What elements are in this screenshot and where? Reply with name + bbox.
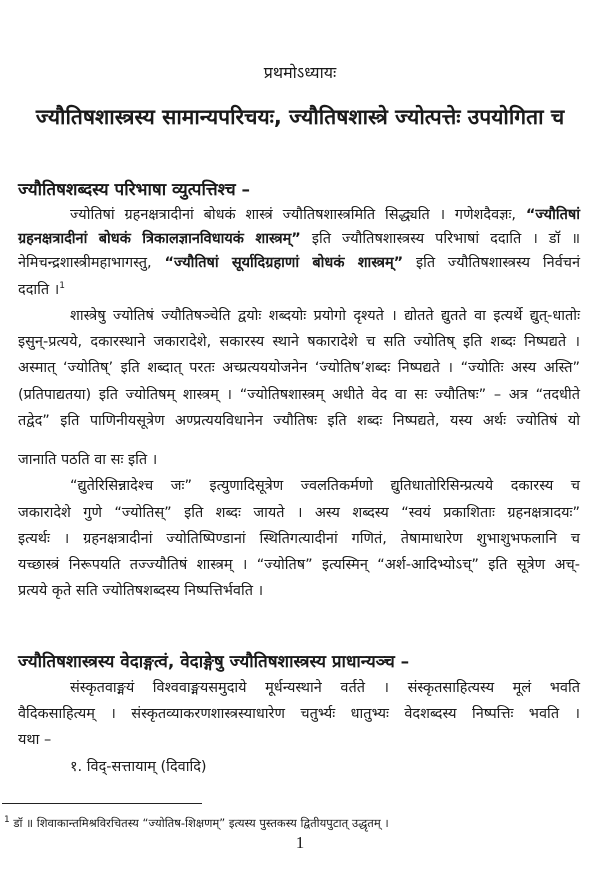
paragraph-line: [18, 277, 580, 303]
bold-quote: “ज्यौतिषां सूर्यादिग्रहाणां बोधकं शास्त्रम्”: [164, 255, 404, 271]
paragraph-line: [70, 202, 580, 228]
paragraph-line: जकारादेशे गुणे “ज्योतिस्” इति शब्दः जायते । अस्य शब्दस्य “स्वयं प्रकाशिताः ग्रहनक्षत्रादयः”: [18, 505, 580, 521]
text: इति ज्यौतिषशास्त्रस्य निर्वचनं: [415, 255, 581, 271]
paragraph-line: इत्यर्थः । ग्रहनक्षत्रादीनां ज्योतिष्पिण्डानां स्थितिगत्यादीनां गणितं, तेषामाधारेण शुभाशुभफलानि च: [18, 531, 580, 547]
footnote-reference[interactable]: 1: [59, 281, 66, 292]
paragraph-line: [18, 226, 580, 252]
page-title: ज्यौतिषशास्त्रस्य सामान्यपरिचयः, ज्यौतिषशास्त्रे ज्योत्पत्तेः उपयोगिता च: [35, 105, 565, 129]
paragraph-line: तद्वेद” इति पाणिनीयसूत्रेण अण्प्रत्ययविधानेन ज्यौतिषः इति शब्दः निष्पद्यते, यस्य अर्थः ज्योतिषं यो: [18, 413, 580, 429]
paragraph-line: प्रत्यये कृते सति ज्योतिषशब्दस्य निष्पत्तिर्भवति ।: [18, 583, 264, 599]
section-heading: ज्यौतिषशास्त्रस्य वेदाङ्गत्वं, वेदाङ्गेषु ज्यौतिषशास्त्रस्य प्राधान्यञ्च –: [18, 652, 410, 672]
paragraph-line: [18, 250, 580, 276]
page-number: 1: [295, 833, 305, 852]
text: ज्योतिषां ग्रहनक्षत्रादीनां बोधकं शास्त्रं ज्यौतिषशास्त्रमिति सिद्ध्यति । गणेशदैवज्ञः,: [70, 207, 517, 223]
paragraph-line: यच्छास्त्रं निरूपयति तज्ज्यौतिषं शास्त्रम् । “ज्योतिष” इत्यस्मिन् “अर्श-आदिभ्योऽच्” इति सूत्रेण अच्-: [18, 557, 580, 573]
paragraph-line: इसुन्-प्रत्यये, दकारस्थाने जकारादेशे, सकारस्य स्थाने षकारादेशे च सति ज्योतिष् इति शब्दः निष्पद्यते ।: [18, 334, 580, 350]
paragraph-line: संस्कृतवाङ्मयं विश्ववाङ्मयसमुदाये मूर्धन्यस्थाने वर्तते । संस्कृतसाहित्यस्य मूलं भवति: [70, 680, 580, 696]
paragraph-line: (प्रतिपाद्यतया) इति ज्योतिषम् शास्त्रम् । “ज्योतिषशास्त्रम् अधीते वेद वा सः ज्यौतिषः” – अत्र “तदधीते: [18, 387, 580, 403]
paragraph-line: वैदिकसाहित्यम् । संस्कृतव्याकरणशास्त्रस्याधारेण चतुर्भ्यः धातुभ्यः वेदशब्दस्य निष्पत्तिः भवति ।: [18, 706, 580, 722]
section-heading: ज्यौतिषशब्दस्य परिभाषा व्युत्पत्तिश्च –: [18, 180, 251, 200]
paragraph-line: “द्युतेरिसिन्नादेश्च जः” इत्युणादिसूत्रेण ज्वलतिकर्मणो द्युतिधातोरिसिन्प्रत्यये दकारस्य च: [70, 478, 580, 494]
text: ददाति ।: [18, 282, 60, 298]
text: इति ज्यौतिषशास्त्रस्य परिभाषां ददाति । डॉ ॥: [311, 231, 581, 247]
bold-quote: ग्रहनक्षत्रादीनां बोधकं त्रिकालज्ञानविधायकं शास्त्रम्”: [18, 231, 301, 247]
paragraph-line: अस्मात् ‘ज्योतिष्’ इति शब्दात् परतः अच्प्रत्यययोजनेन ‘ज्योतिष’शब्दः निष्पद्यते । “ज्योतिः अस्य अस्ति”: [18, 360, 580, 376]
footnote-text: डॉ ॥ शिवाकान्तमिश्रविरचितस्य “ज्योतिष-शिक्षणम्” इत्यस्य पुस्तकस्य द्वितीयपुटात् उद्धृतम् ।: [13, 816, 389, 830]
chapter-heading: प्रथमोऽध्यायः: [263, 63, 337, 82]
paragraph-line: जानाति पठति वा सः इति ।: [18, 452, 158, 468]
footnote-number: 1: [4, 815, 10, 826]
paragraph-line: यथा –: [18, 732, 52, 748]
list-item: १. विद्-सत्तायाम् (दिवादि): [70, 759, 207, 775]
footnote-divider: [2, 803, 202, 804]
paragraph-line: शास्त्रेषु ज्योतिषं ज्यौतिषञ्चेति द्वयोः शब्दयोः प्रयोगो दृश्यते । द्योतते द्युतते वा इत्यर्थे द्युत्-धातोः: [70, 308, 580, 324]
bold-quote: “ज्यौतिषां: [525, 207, 580, 223]
text: नेमिचन्द्रशास्त्रीमहाभागस्तु,: [18, 255, 152, 271]
